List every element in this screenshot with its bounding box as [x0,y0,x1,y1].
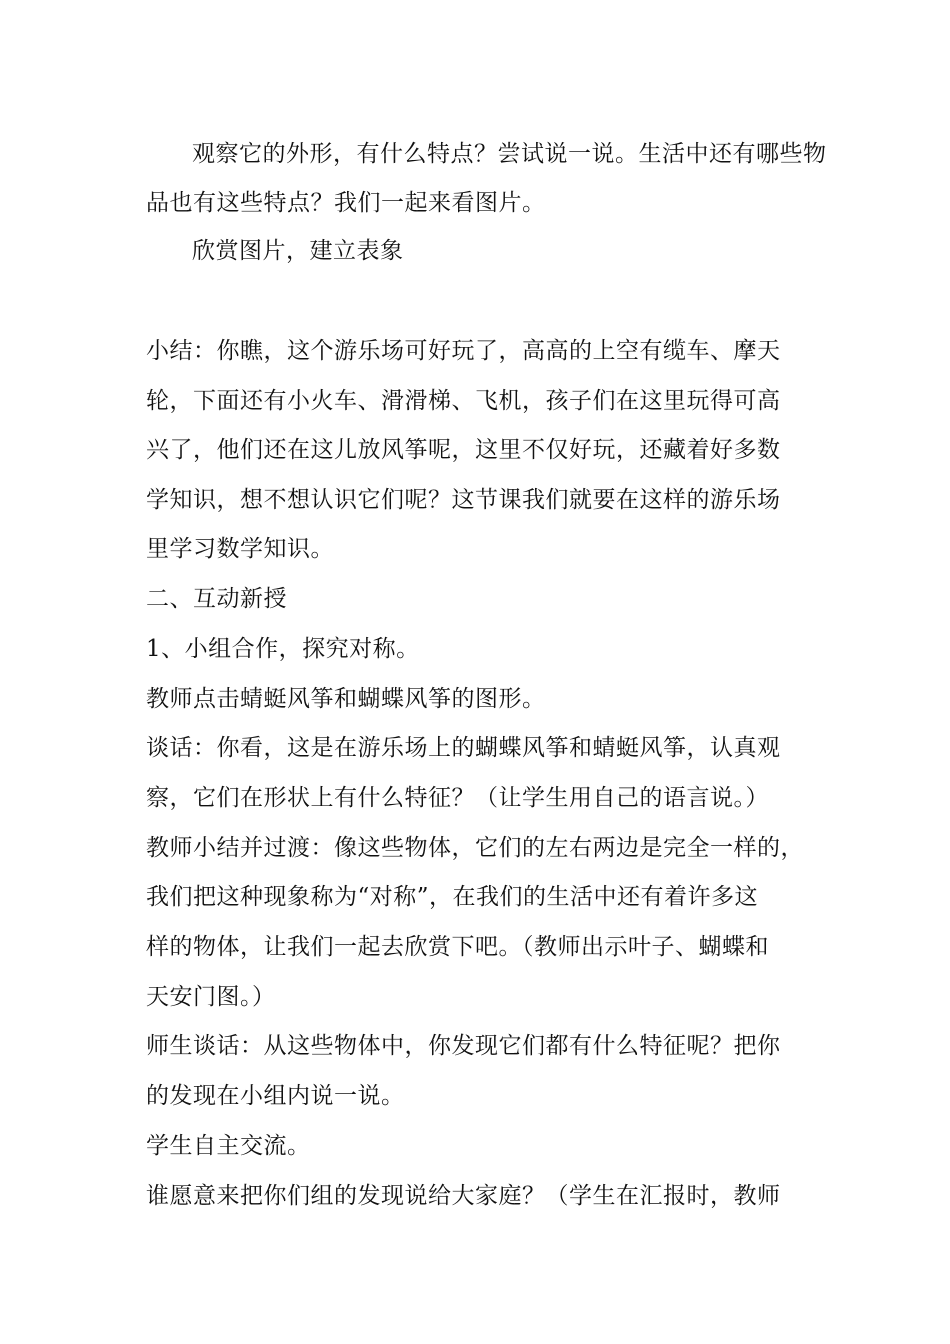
text-line: 欣赏图片，建立表象 [192,238,404,264]
text-line: 师生谈话：从这些物体中，你发现它们都有什么特征呢？把你 [146,1033,781,1059]
text-line: 教师点击蜻蜓风筝和蝴蝶风筝的图形。 [146,686,546,712]
text-line: 察，它们在形状上有什么特征？（让学生用自己的语言说。） [146,785,769,811]
text-line: 教师小结并过渡：像这些物体，它们的左右两边是完全一样的， [146,835,804,861]
text-line: 里学习数学知识。 [146,536,334,562]
text-line: 学知识，想不想认识它们呢？这节课我们就要在这样的游乐场 [146,487,781,513]
text-line: 谈话：你看，这是在游乐场上的蝴蝶风筝和蜻蜓风筝，认真观 [146,735,781,761]
text-line: 小结：你瞧，这个游乐场可好玩了，高高的上空有缆车、摩天 [146,338,781,364]
text-line: 样的物体，让我们一起去欣赏下吧。（教师出示叶子、蝴蝶和 [146,934,769,960]
text-line: 我们把这种现象称为“对称”，在我们的生活中还有着许多这 [146,884,759,910]
subsection-heading: 1、小组合作，探究对称。 [146,636,420,662]
text-line: 的发现在小组内说一说。 [146,1083,405,1109]
text-line: 品也有这些特点？我们一起来看图片。 [146,190,546,216]
text-line: 谁愿意来把你们组的发现说给大家庭？（学生在汇报时，教师 [146,1183,781,1209]
text-line: 天安门图。） [146,984,276,1010]
text-line: 学生自主交流。 [146,1133,311,1159]
text-line: 轮，下面还有小火车、滑滑梯、飞机，孩子们在这里玩得可高 [146,388,781,414]
text-line: 兴了，他们还在这儿放风筝呢，这里不仅好玩，还藏着好多数 [146,437,781,463]
text-line: 观察它的外形，有什么特点？尝试说一说。生活中还有哪些物 [192,141,827,167]
section-heading: 二、互动新授 [146,586,287,612]
